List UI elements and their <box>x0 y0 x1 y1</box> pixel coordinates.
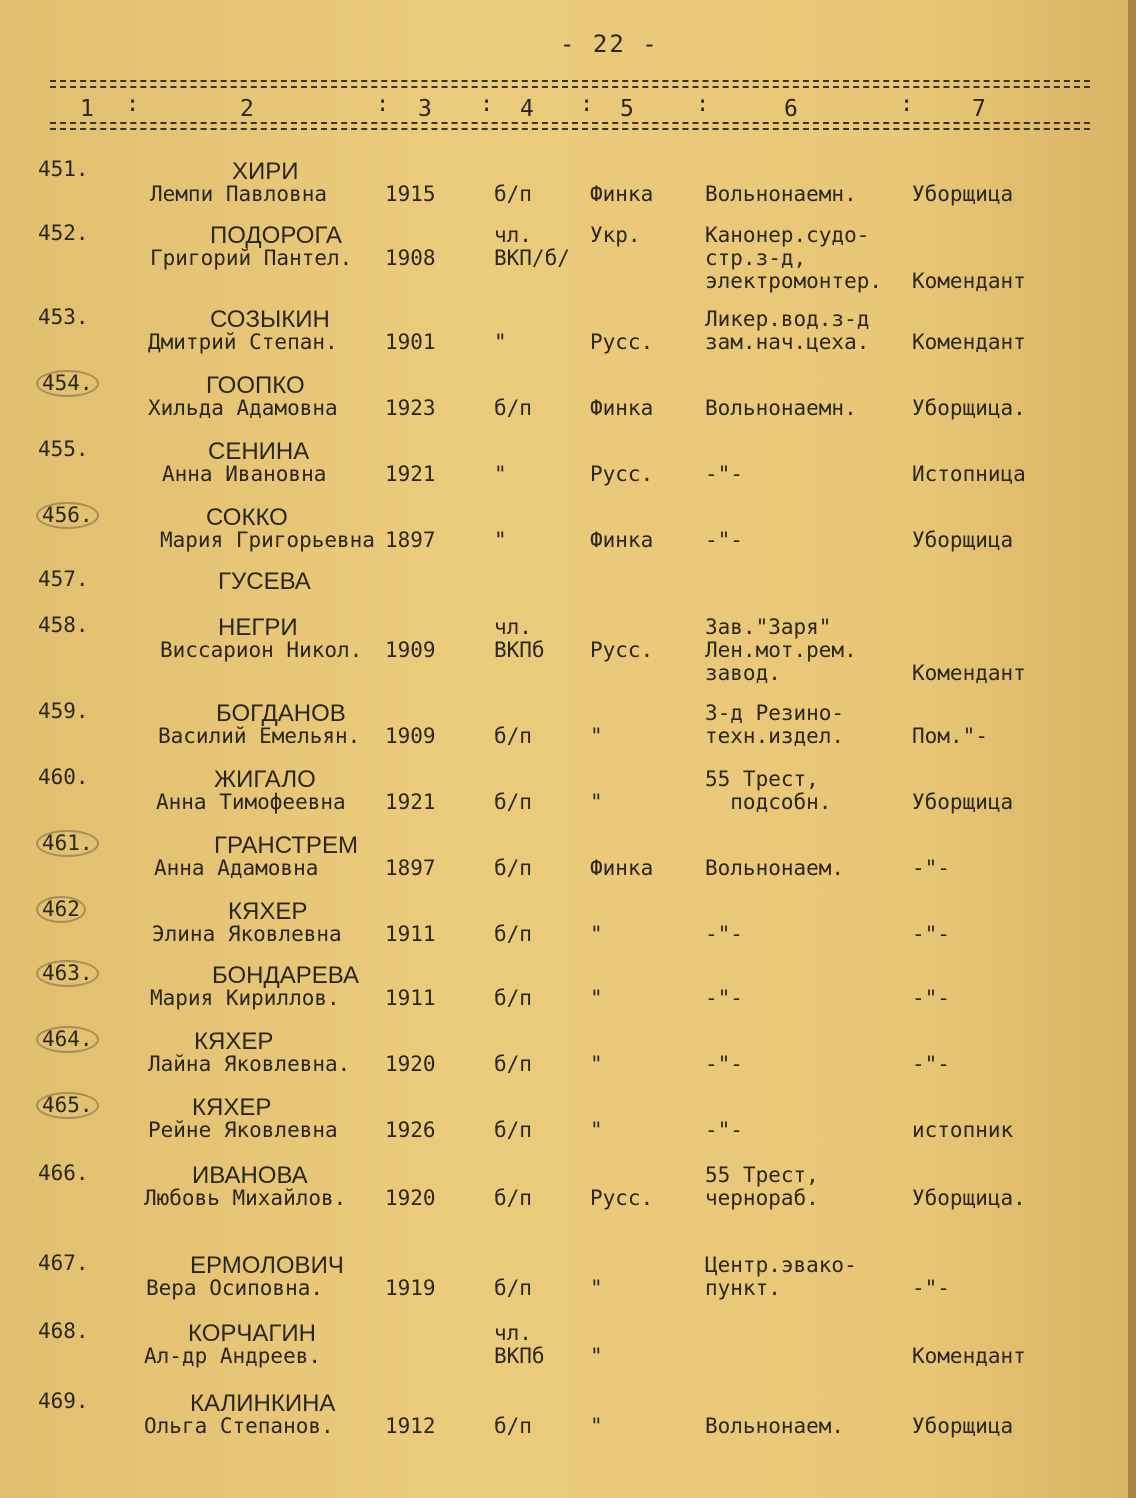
column-header-6: 6 <box>784 96 798 122</box>
given-name: Василий Емельян. <box>158 724 361 748</box>
nationality: " <box>590 1344 603 1368</box>
column-separator: : <box>480 92 494 117</box>
nationality: Финка <box>590 396 654 420</box>
given-name: Элина Яковлевна <box>152 922 342 946</box>
surname: КЯХЕР <box>192 1094 272 1121</box>
birth-year: 1921 <box>385 790 436 814</box>
nationality: Укр. <box>590 223 641 247</box>
party-status: чл. ВКПб <box>494 615 545 662</box>
birth-year: 1919 <box>385 1276 436 1300</box>
surname: КАЛИНКИНА <box>190 1390 336 1417</box>
birth-year: 1909 <box>385 638 436 662</box>
birth-year: 1911 <box>385 986 436 1010</box>
birth-year: 1897 <box>385 856 436 880</box>
workplace: Канонер.судо- стр.з-д, электромонтер. <box>705 223 883 293</box>
nationality: Русс. <box>590 462 654 486</box>
given-name: Хильда Адамовна <box>148 396 338 420</box>
birth-year: 1908 <box>385 246 436 270</box>
surname: ХИРИ <box>232 158 299 185</box>
party-status: б/п <box>494 1414 532 1438</box>
header-rule-bottom <box>50 122 1090 130</box>
workplace: -"- <box>705 1052 743 1076</box>
row-number: 468. <box>38 1319 89 1343</box>
nationality: Русс. <box>590 330 654 354</box>
position: Пом."- <box>912 724 988 748</box>
given-name: Лайна Яковлевна. <box>148 1052 351 1076</box>
party-status: б/п <box>494 1118 532 1142</box>
workplace: -"- <box>705 1118 743 1142</box>
surname: ЕРМОЛОВИЧ <box>190 1252 344 1279</box>
party-status: б/п <box>494 396 532 420</box>
party-status: б/п <box>494 856 532 880</box>
party-status: б/п <box>494 1052 532 1076</box>
column-header-7: 7 <box>972 96 986 122</box>
party-status: б/п <box>494 182 532 206</box>
position: Уборщица <box>912 790 1014 814</box>
nationality: " <box>590 724 603 748</box>
surname: ИВАНОВА <box>192 1162 308 1189</box>
row-number: 455. <box>38 437 89 461</box>
given-name: Анна Адамовна <box>154 856 319 880</box>
workplace: Вольнонаемн. <box>705 396 857 420</box>
column-header-5: 5 <box>620 96 634 122</box>
position: Уборщица. <box>912 1186 1026 1210</box>
nationality: " <box>590 1414 603 1438</box>
workplace: -"- <box>705 462 743 486</box>
nationality: " <box>590 986 603 1010</box>
row-number: 466. <box>38 1161 89 1185</box>
column-separator: : <box>376 92 390 117</box>
nationality: " <box>590 790 603 814</box>
row-number: 454. <box>38 372 97 395</box>
page-number: - 22 - <box>560 30 659 58</box>
birth-year: 1920 <box>385 1186 436 1210</box>
given-name: Анна Ивановна <box>162 462 327 486</box>
row-number: 467. <box>38 1251 89 1275</box>
party-status: б/п <box>494 922 532 946</box>
surname: КЯХЕР <box>194 1028 274 1055</box>
position: -"- <box>912 922 950 946</box>
party-status: б/п <box>494 790 532 814</box>
nationality: " <box>590 1276 603 1300</box>
given-name: Мария Кириллов. <box>150 986 340 1010</box>
row-number: 461. <box>38 832 97 855</box>
party-status: б/п <box>494 986 532 1010</box>
column-separator: : <box>580 92 594 117</box>
party-status: б/п <box>494 724 532 748</box>
birth-year: 1912 <box>385 1414 436 1438</box>
position: -"- <box>912 1276 950 1300</box>
given-name: Ал-др Андреев. <box>144 1344 322 1368</box>
surname: КОРЧАГИН <box>188 1320 316 1347</box>
workplace: -"- <box>705 922 743 946</box>
workplace: Центр.эвако- пункт. <box>705 1253 857 1300</box>
birth-year: 1911 <box>385 922 436 946</box>
given-name: Любовь Михайлов. <box>144 1186 347 1210</box>
workplace: -"- <box>705 986 743 1010</box>
position: Комендант <box>912 269 1026 293</box>
row-number: 459. <box>38 699 89 723</box>
party-status: " <box>494 330 507 354</box>
birth-year: 1921 <box>385 462 436 486</box>
position: -"- <box>912 1052 950 1076</box>
workplace: 55 Трест, подсобн. <box>705 767 832 814</box>
given-name: Лемпи Павловна <box>150 182 328 206</box>
birth-year: 1909 <box>385 724 436 748</box>
surname: БОНДАРЕВА <box>212 962 359 989</box>
surname: ПОДОРОГА <box>210 222 342 249</box>
row-number: 462 <box>38 898 84 921</box>
surname: БОГДАНОВ <box>216 700 346 727</box>
party-status: чл. ВКП/б/ <box>494 223 570 270</box>
position: Истопница <box>912 462 1026 486</box>
party-status: б/п <box>494 1186 532 1210</box>
surname: СОЗЫКИН <box>210 306 330 333</box>
row-number: 469. <box>38 1389 89 1413</box>
given-name: Рейне Яковлевна <box>148 1118 338 1142</box>
surname: СОККО <box>206 504 288 531</box>
party-status: " <box>494 528 507 552</box>
party-status: " <box>494 462 507 486</box>
paper-edge <box>1128 0 1136 1498</box>
position: Комендант <box>912 661 1026 685</box>
row-number: 458. <box>38 613 89 637</box>
surname: КЯХЕР <box>228 898 308 925</box>
position: -"- <box>912 856 950 880</box>
workplace: Вольнонаем. <box>705 856 845 880</box>
position: Комендант <box>912 1344 1026 1368</box>
surname: ГООПКО <box>206 372 305 399</box>
position: Уборщица <box>912 182 1014 206</box>
column-header-3: 3 <box>418 96 432 122</box>
birth-year: 1923 <box>385 396 436 420</box>
workplace: Зав."Заря" Лен.мот.рем. завод. <box>705 615 857 685</box>
given-name: Мария Григорьевна <box>160 528 375 552</box>
birth-year: 1926 <box>385 1118 436 1142</box>
column-separator: : <box>696 92 710 117</box>
position: Уборщица. <box>912 396 1026 420</box>
birth-year: 1920 <box>385 1052 436 1076</box>
nationality: Финка <box>590 528 654 552</box>
workplace: Вольнонаем. <box>705 1414 845 1438</box>
workplace: Вольнонаемн. <box>705 182 857 206</box>
row-number: 456. <box>38 504 97 527</box>
surname: НЕГРИ <box>218 614 298 641</box>
party-status: б/п <box>494 1276 532 1300</box>
workplace: -"- <box>705 528 743 552</box>
birth-year: 1901 <box>385 330 436 354</box>
position: Комендант <box>912 330 1026 354</box>
row-number: 460. <box>38 765 89 789</box>
column-header-4: 4 <box>520 96 534 122</box>
position: Уборщица <box>912 528 1014 552</box>
row-number: 452. <box>38 221 89 245</box>
position: Уборщица <box>912 1414 1014 1438</box>
surname: СЕНИНА <box>208 438 310 465</box>
workplace: 55 Трест, чернораб. <box>705 1163 819 1210</box>
position: -"- <box>912 986 950 1010</box>
nationality: Финка <box>590 856 654 880</box>
column-separator: : <box>900 92 914 117</box>
row-number: 464. <box>38 1028 97 1051</box>
workplace: Ликер.вод.з-д зам.нач.цеха. <box>705 307 870 354</box>
nationality: " <box>590 1118 603 1142</box>
party-status: чл. ВКПб <box>494 1321 545 1368</box>
given-name: Анна Тимофеевна <box>156 790 346 814</box>
column-separator: : <box>126 92 140 117</box>
row-number: 463. <box>38 962 97 985</box>
nationality: Финка <box>590 182 654 206</box>
row-number: 465. <box>38 1094 97 1117</box>
given-name: Виссарион Никол. <box>160 638 363 662</box>
column-header-2: 2 <box>240 96 254 122</box>
given-name: Григорий Пантел. <box>150 246 353 270</box>
row-number: 451. <box>38 157 89 181</box>
surname: ЖИГАЛО <box>214 766 316 793</box>
given-name: Вера Осиповна. <box>146 1276 324 1300</box>
nationality: Русс. <box>590 638 654 662</box>
birth-year: 1915 <box>385 182 436 206</box>
workplace: З-д Резино- техн.издел. <box>705 701 845 748</box>
header-rule-top <box>50 80 1090 88</box>
row-number: 457. <box>38 567 89 591</box>
column-header-1: 1 <box>80 96 94 122</box>
nationality: Русс. <box>590 1186 654 1210</box>
nationality: " <box>590 922 603 946</box>
row-number: 453. <box>38 305 89 329</box>
given-name: Дмитрий Степан. <box>148 330 338 354</box>
position: истопник <box>912 1118 1014 1142</box>
surname: ГРАНСТРЕМ <box>214 832 358 859</box>
birth-year: 1897 <box>385 528 436 552</box>
nationality: " <box>590 1052 603 1076</box>
surname: ГУСЕВА <box>218 568 311 595</box>
given-name: Ольга Степанов. <box>144 1414 334 1438</box>
